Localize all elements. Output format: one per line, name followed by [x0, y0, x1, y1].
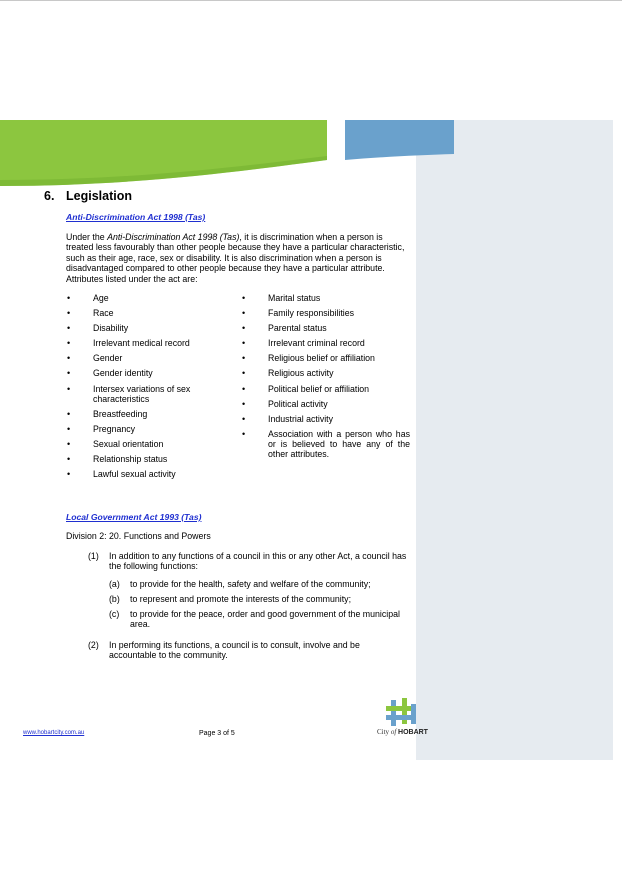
bullet-icon: • — [67, 408, 71, 419]
bullet-icon: • — [242, 353, 246, 364]
list-item — [67, 424, 232, 434]
top-border — [0, 0, 622, 1]
list-item-text: Religious activity — [268, 368, 334, 379]
clause-text: In addition to any functions of a council in this or any other Act, a council has the following functions: — [109, 551, 407, 572]
list-item — [67, 469, 232, 479]
bullet-icon: • — [67, 308, 71, 319]
sub-clause-a — [109, 579, 413, 590]
bullet-icon: • — [242, 323, 246, 334]
list-item — [67, 454, 232, 464]
list-item-text: Irrelevant criminal record — [268, 338, 365, 349]
local-government-act-link[interactable]: Local Government Act 1993 (Tas) — [66, 512, 202, 522]
list-item — [242, 308, 410, 318]
bullet-icon: • — [242, 308, 246, 319]
sub-clause-label: (c) — [109, 609, 120, 619]
list-item — [242, 293, 410, 303]
list-item-text: Disability — [93, 323, 129, 334]
list-item-text: Marital status — [268, 293, 321, 303]
list-item — [67, 338, 232, 348]
sub-clause-text: to provide for the health, safety and welfare of the community; — [130, 579, 371, 589]
sub-clause-b — [109, 594, 413, 605]
list-item — [242, 414, 410, 424]
list-item-text: Intersex variations of sex characteristics — [93, 383, 191, 404]
clause-text: In performing its functions, a council is to consult, involve and be accountable to the community. — [109, 640, 360, 661]
anti-discrimination-act-link[interactable]: Anti-Discrimination Act 1998 (Tas) — [66, 212, 206, 222]
list-item — [242, 429, 410, 460]
list-item — [242, 399, 410, 409]
list-item-text: Breastfeeding — [93, 408, 148, 419]
bullet-icon: • — [67, 383, 71, 394]
list-item-text: Lawful sexual activity — [93, 469, 176, 480]
bullet-icon: • — [67, 293, 71, 303]
list-item-text: Pregnancy — [93, 423, 136, 434]
list-item-text: Industrial activity — [268, 413, 334, 424]
list-item — [242, 353, 410, 363]
sub-clause-label: (b) — [109, 594, 120, 604]
list-item — [67, 368, 232, 378]
list-item-text: Irrelevant medical record — [93, 338, 190, 349]
clause-1 — [88, 551, 413, 573]
bullet-icon: • — [242, 428, 246, 439]
list-item-text: Relationship status — [93, 454, 168, 465]
bullet-icon: • — [67, 368, 71, 379]
bullet-icon: • — [67, 323, 71, 334]
intro-paragraph: Under the Anti-Discrimination Act 1998 (Tas), it is discrimination when a person is treated less favourably than other people because they have a particular characteristic, such as their age, race, sex or disability. It is also discrimination when a person is disadvantaged compared to other people because they have a particular attribute. Attributes listed under the act are: — [66, 232, 405, 284]
attributes-list-left — [67, 293, 232, 484]
bullet-icon: • — [67, 423, 71, 434]
clause-2 — [88, 640, 413, 662]
bullet-icon: • — [242, 383, 246, 394]
list-item — [67, 308, 232, 318]
header-banner — [0, 120, 454, 186]
bullet-icon: • — [242, 398, 246, 409]
sub-clause-text: to represent and promote the interests of the community; — [130, 594, 352, 604]
attributes-list-right — [242, 293, 410, 464]
list-item-text: Sexual orientation — [93, 439, 164, 450]
bullet-icon: • — [242, 293, 246, 303]
bullet-icon: • — [67, 439, 71, 450]
logo-wordmark: City of HOBART — [377, 728, 428, 736]
list-item-text: Association with a person who has or is believed to have any of the other attributes. — [268, 428, 410, 460]
list-item — [242, 323, 410, 333]
list-item-text: Religious belief or affiliation — [268, 353, 375, 364]
sub-clause-text: to provide for the peace, order and good government of the municipal area. — [130, 609, 400, 630]
bullet-icon: • — [242, 413, 246, 424]
sub-clause-label: (a) — [109, 579, 120, 589]
clause-label: (1) — [88, 551, 99, 561]
bullet-icon: • — [242, 338, 246, 349]
bullet-icon: • — [67, 454, 71, 465]
bullet-icon: • — [242, 368, 246, 379]
page-number: Page 3 of 5 — [199, 730, 235, 737]
division-title: Division 2: 20. Functions and Powers — [66, 531, 211, 541]
list-item-text: Parental status — [268, 323, 327, 334]
list-item — [67, 384, 232, 404]
list-item-text: Age — [93, 293, 109, 303]
section-heading — [44, 189, 132, 203]
list-item — [242, 384, 410, 394]
bullet-icon: • — [67, 353, 71, 364]
footer-website-link[interactable]: www.hobartcity.com.au — [23, 730, 85, 736]
sub-clause-c — [109, 609, 413, 631]
list-item — [242, 368, 410, 378]
act-name-italic: Anti-Discrimination Act 1998 (Tas) — [107, 232, 240, 242]
section-number: 6. — [44, 189, 55, 203]
list-item-text: Race — [93, 308, 114, 319]
bullet-icon: • — [67, 338, 71, 349]
list-item — [67, 409, 232, 419]
list-item — [67, 323, 232, 333]
list-item — [242, 338, 410, 348]
clause-label: (2) — [88, 640, 99, 650]
list-item-text: Political activity — [268, 398, 328, 409]
list-item-text: Family responsibilities — [268, 308, 355, 319]
list-item-text: Gender identity — [93, 368, 153, 379]
list-item-text: Political belief or affiliation — [268, 383, 370, 394]
section-title: Legislation — [66, 189, 132, 203]
bullet-icon: • — [67, 469, 71, 480]
list-item — [67, 353, 232, 363]
list-item-text: Gender — [93, 353, 123, 364]
list-item — [67, 439, 232, 449]
side-panel — [416, 120, 613, 760]
list-item — [67, 293, 232, 303]
